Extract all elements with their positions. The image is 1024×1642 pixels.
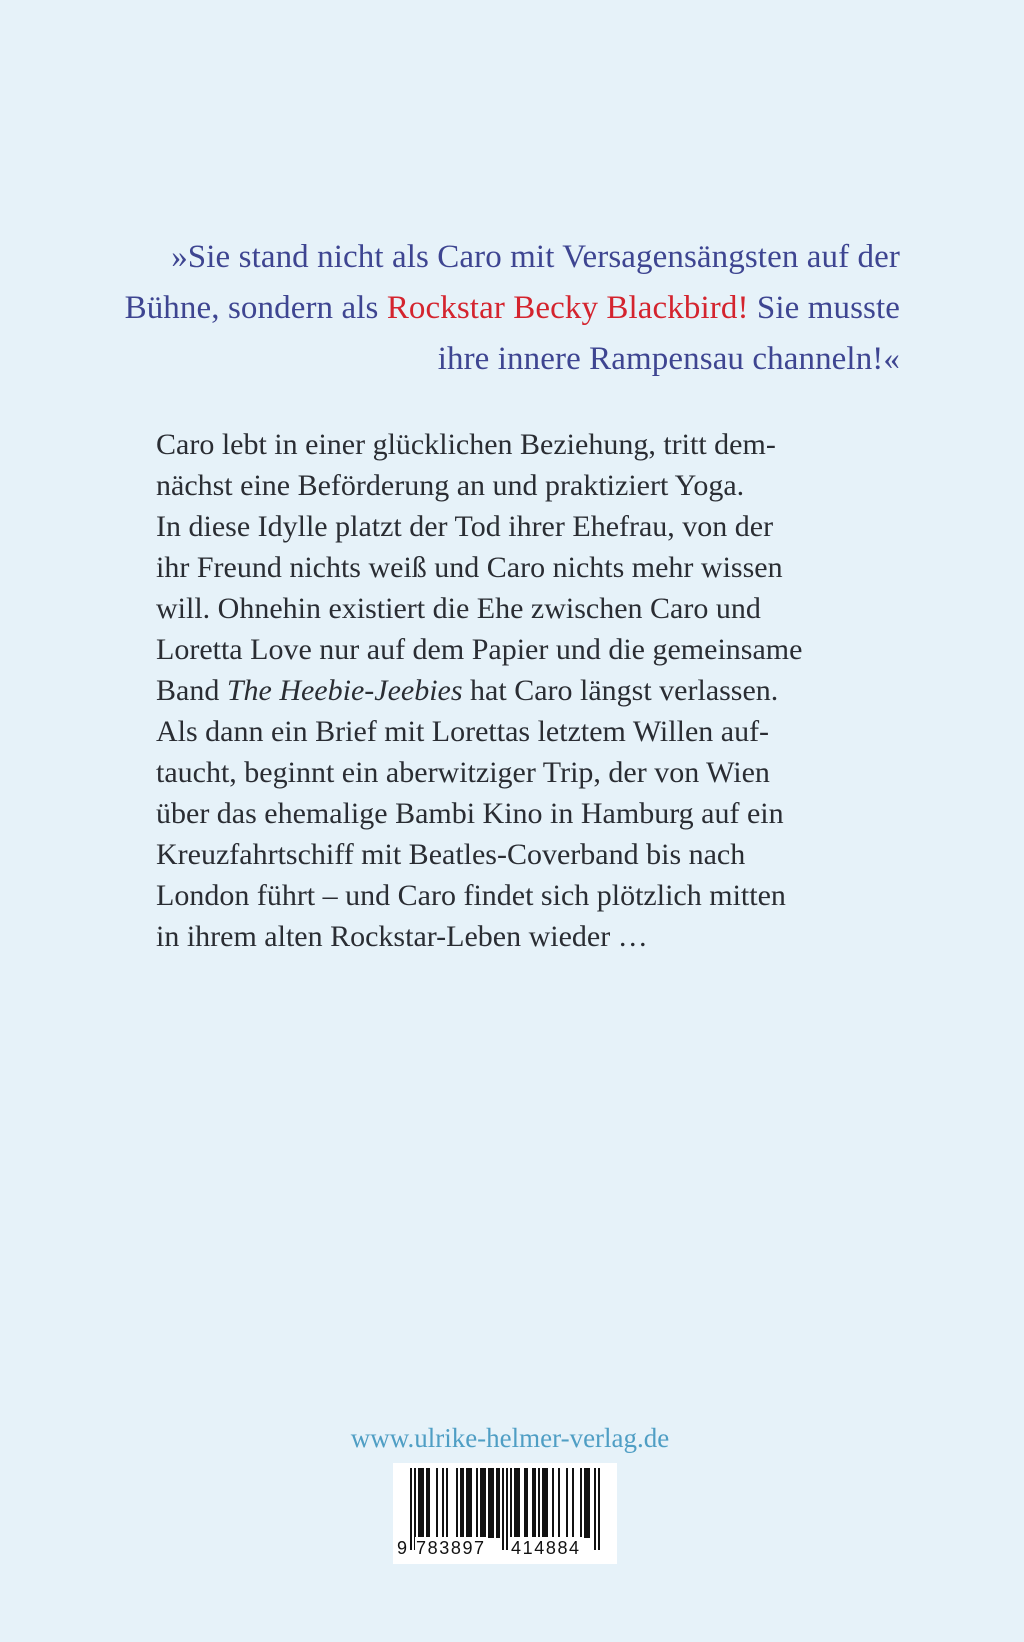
blurb-line: taucht, beginnt ein aberwitziger Trip, der von Wien: [156, 756, 770, 789]
barcode-bar: [524, 1468, 526, 1538]
barcode-bar: [518, 1468, 520, 1538]
barcode-bar: [436, 1468, 438, 1538]
blurb-line: Als dann ein Brief mit Lorettas letztem Willen auf-: [156, 715, 770, 748]
barcode-bar: [466, 1468, 468, 1538]
barcode-bar: [462, 1468, 464, 1538]
barcode-bar: [498, 1468, 500, 1538]
barcode-bar: [572, 1468, 574, 1538]
barcode-bar: [534, 1468, 536, 1538]
barcode-bar: [442, 1468, 444, 1538]
blurb-line: Kreuzfahrtschiff mit Beatles-Coverband bis nach: [156, 838, 746, 871]
barcode-bar: [460, 1468, 462, 1538]
blurb-line: nächst eine Beförderung an und praktiziert Yoga.: [156, 469, 745, 502]
barcode-bar: [544, 1468, 546, 1538]
barcode-bar: [586, 1468, 588, 1538]
blurb-line: über das ehemalige Bambi Kino in Hamburg auf ein: [156, 797, 784, 830]
teaser-quote: [120, 232, 900, 385]
barcode-bar: [532, 1468, 534, 1538]
barcode-bar: [496, 1468, 498, 1538]
blurb-band-suffix: hat Caro längst verlassen.: [470, 674, 779, 707]
barcode-bar: [418, 1468, 420, 1538]
barcode-bar: [538, 1468, 540, 1538]
barcode-bar: [514, 1468, 516, 1538]
barcode-bar: [558, 1468, 560, 1538]
blurb-line: will. Ohnehin existiert die Ehe zwischen Caro und: [156, 592, 761, 625]
barcode-bar: [488, 1468, 490, 1538]
book-blurb: [156, 424, 876, 957]
blurb-line: in ihrem alten Rockstar-Leben wieder …: [156, 920, 648, 953]
barcode-bar: [584, 1468, 586, 1538]
barcode-bar: [484, 1468, 486, 1538]
quote-highlight-rockstar-name: Rockstar Becky Blackbird!: [386, 290, 749, 326]
barcode-bar: [422, 1468, 424, 1538]
barcode-bar: [490, 1468, 492, 1538]
barcode-bar: [480, 1468, 482, 1538]
blurb-line: [156, 670, 876, 711]
publisher-website-link[interactable]: www.ulrike-helmer-verlag.de: [350, 1423, 670, 1453]
barcode-bar: [446, 1468, 448, 1538]
barcode-bar: [542, 1468, 544, 1538]
barcode-bar: [470, 1468, 472, 1538]
barcode-bar: [510, 1468, 512, 1538]
barcode-bar: [566, 1468, 568, 1538]
barcode-bar: [546, 1468, 548, 1538]
barcode-bar: [426, 1468, 428, 1538]
barcode-bar: [492, 1468, 494, 1538]
isbn-first-digit: 9: [397, 1538, 408, 1558]
blurb-line: London führt – und Caro findet sich plötzlich mitten: [156, 879, 786, 912]
barcode-bar: [526, 1468, 528, 1538]
isbn-barcode: [393, 1463, 617, 1564]
band-name: The Heebie-Jeebies: [226, 674, 463, 707]
isbn-left-digits: 783897: [416, 1538, 486, 1558]
barcode-bar: [420, 1468, 422, 1538]
barcode-bar: [428, 1468, 430, 1538]
blurb-line: Loretta Love nur auf dem Papier und die gemeinsame: [156, 633, 803, 666]
barcode-bar: [476, 1468, 478, 1538]
barcode-bar: [456, 1468, 458, 1538]
quote-text-part2: Sie musste ihre innere Rampensau channeln!«: [437, 290, 900, 377]
blurb-line: Caro lebt in einer glücklichen Beziehung, tritt dem-: [156, 428, 776, 461]
barcode-bar: [580, 1468, 582, 1538]
barcode-bar: [482, 1468, 484, 1538]
barcode-bar: [552, 1468, 554, 1538]
barcode-bar: [468, 1468, 470, 1538]
isbn-right-digits: 414884: [511, 1538, 581, 1558]
quote-text-part1: »Sie stand nicht als Caro mit Versagensängsten auf der Bühne, sondern als: [124, 239, 900, 326]
isbn-number: [393, 1537, 617, 1559]
blurb-band-prefix: Band: [156, 674, 220, 707]
barcode-bar: [516, 1468, 518, 1538]
barcode-bar: [588, 1468, 590, 1538]
blurb-line: ihr Freund nichts weiß und Caro nichts mehr wissen: [156, 551, 783, 584]
blurb-line: In diese Idylle platzt der Tod ihrer Ehefrau, von der: [156, 510, 774, 543]
